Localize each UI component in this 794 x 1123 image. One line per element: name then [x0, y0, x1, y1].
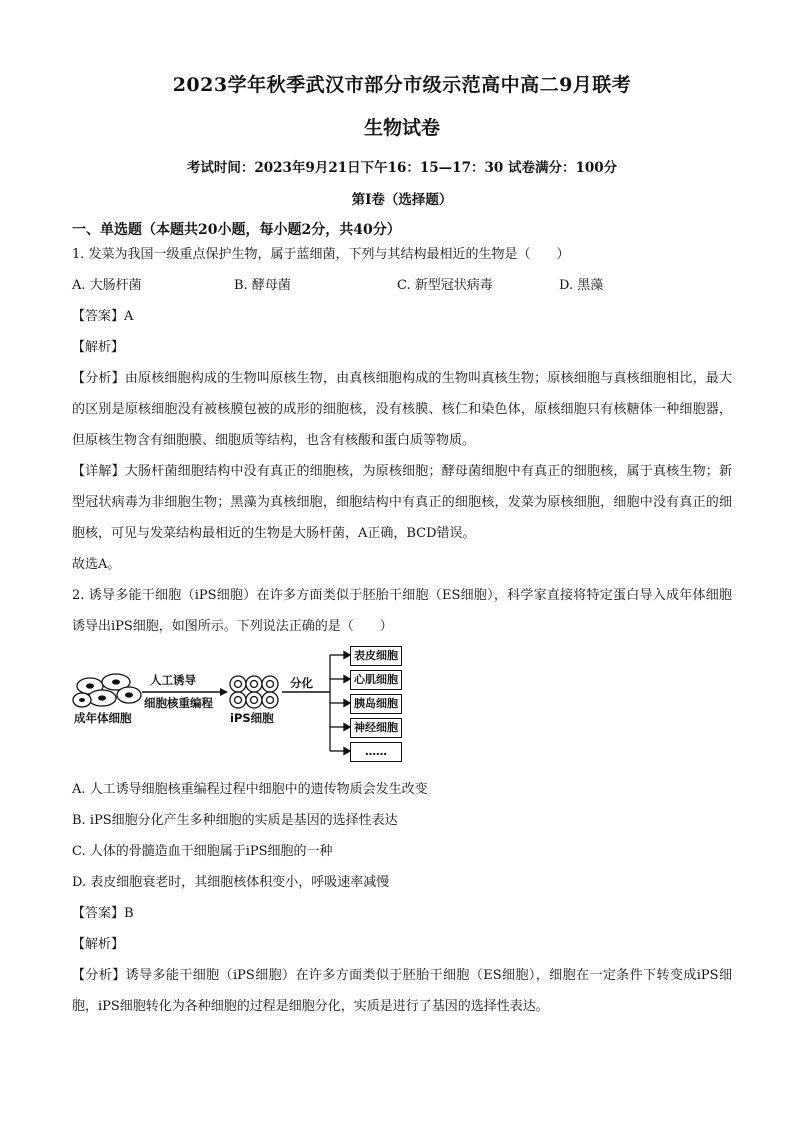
q2-stem: 2. 诱导多能干细胞（iPS细胞）在许多方面类似于胚胎干细胞（ES细胞），科学家直接将特定蛋白导入成年体细胞诱导出iPS细胞，如图所示。下列说法正确的是（ ）: [72, 588, 732, 634]
adult-cells-icon: [73, 674, 141, 707]
q1-option-a: A. 大肠杆菌: [72, 278, 142, 293]
q1-stem: 1. 发菜为我国一级重点保护生物，属于蓝细菌，下列与其结构最相近的生物是（ ）: [72, 247, 570, 262]
arrow-label-bottom: 细胞核重编程: [144, 696, 213, 710]
cell-type-more: ……: [350, 742, 402, 762]
q2-analysis: 【分析】诱导多能干细胞（iPS细胞）在许多方面类似于胚胎干细胞（ES细胞），细胞在一定条件下转变成iPS细胞，iPS细胞转化为各种细胞的过程是细胞分化，实质是进行了基因的选择性表达。: [72, 968, 732, 1014]
q1-option-d: D. 黑藻: [559, 278, 604, 293]
q1-conclusion: 故选A。: [72, 557, 121, 572]
q1-option-b: B. 酵母菌: [234, 278, 291, 293]
q1-analysis-label: 【解析】: [72, 340, 125, 355]
q2-analysis-label: 【解析】: [72, 937, 125, 952]
ips-cells-icon: [230, 676, 278, 708]
q1-detail: 【详解】大肠杆菌细胞结构中没有真正的细胞核，为原核细胞；酵母菌细胞中有真正的细胞核，属于真核生物；新型冠状病毒为非细胞生物；黑藻为真核细胞，细胞结构中有真正的细胞核，发菜为原核细胞，细胞中没有真正的细胞核，可见与发菜结构最相近的生物是大肠杆菌，A正确，BCD错误。: [72, 464, 732, 541]
cell-type-cardiac: 心肌细胞: [350, 670, 402, 690]
differentiation-label: 分化: [290, 676, 313, 690]
section-heading: 一、单选题（本题共20小题，每小题2分，共40分）: [72, 222, 401, 238]
exam-title: 2023学年秋季武汉市部分市级示范高中高二9月联考: [172, 74, 632, 96]
q2-option-c: C. 人体的骨髓造血干细胞属于iPS细胞的一种: [72, 844, 333, 859]
exam-info: 考试时间：2023年9月21日下午16：15—17：30 试卷满分：100分: [186, 160, 618, 176]
q2-option-d: D. 表皮细胞衰老时，其细胞核体积变小，呼吸速率减慢: [72, 875, 390, 890]
ips-diagram: [72, 646, 412, 764]
q2-option-a: A. 人工诱导细胞核重编程过程中细胞中的遗传物质会发生改变: [72, 782, 428, 797]
q1-options: [72, 270, 732, 301]
ips-cells-label: iPS细胞: [230, 711, 274, 725]
cell-type-neuron: 神经细胞: [350, 718, 402, 738]
exam-subject: 生物试卷: [363, 117, 440, 139]
cell-type-epidermal: 表皮细胞: [350, 646, 402, 666]
exam-page: [72, 64, 732, 1022]
adult-cells-label: 成年体细胞: [74, 711, 132, 725]
arrow-label-top: 人工诱导: [150, 673, 196, 687]
q1-option-c: C. 新型冠状病毒: [397, 278, 493, 293]
q2-option-b: B. iPS细胞分化产生多种细胞的实质是基因的选择性表达: [72, 813, 398, 828]
q2-answer: 【答案】B: [72, 906, 134, 921]
q1-analysis: 【分析】由原核细胞构成的生物叫原核生物，由真核细胞构成的生物叫真核生物；原核细胞与真核细胞相比，最大的区别是原核细胞没有被核膜包被的成形的细胞核，没有核膜、核仁和染色体，原核细胞只有核糖体一种细胞器，但原核生物含有细胞膜、细胞质等结构，也含有核酸和蛋白质等物质。: [72, 371, 732, 448]
q1-answer: 【答案】A: [72, 309, 134, 324]
cell-type-islet: 胰岛细胞: [350, 694, 402, 714]
volume-heading: 第I卷（选择题）: [351, 192, 453, 208]
